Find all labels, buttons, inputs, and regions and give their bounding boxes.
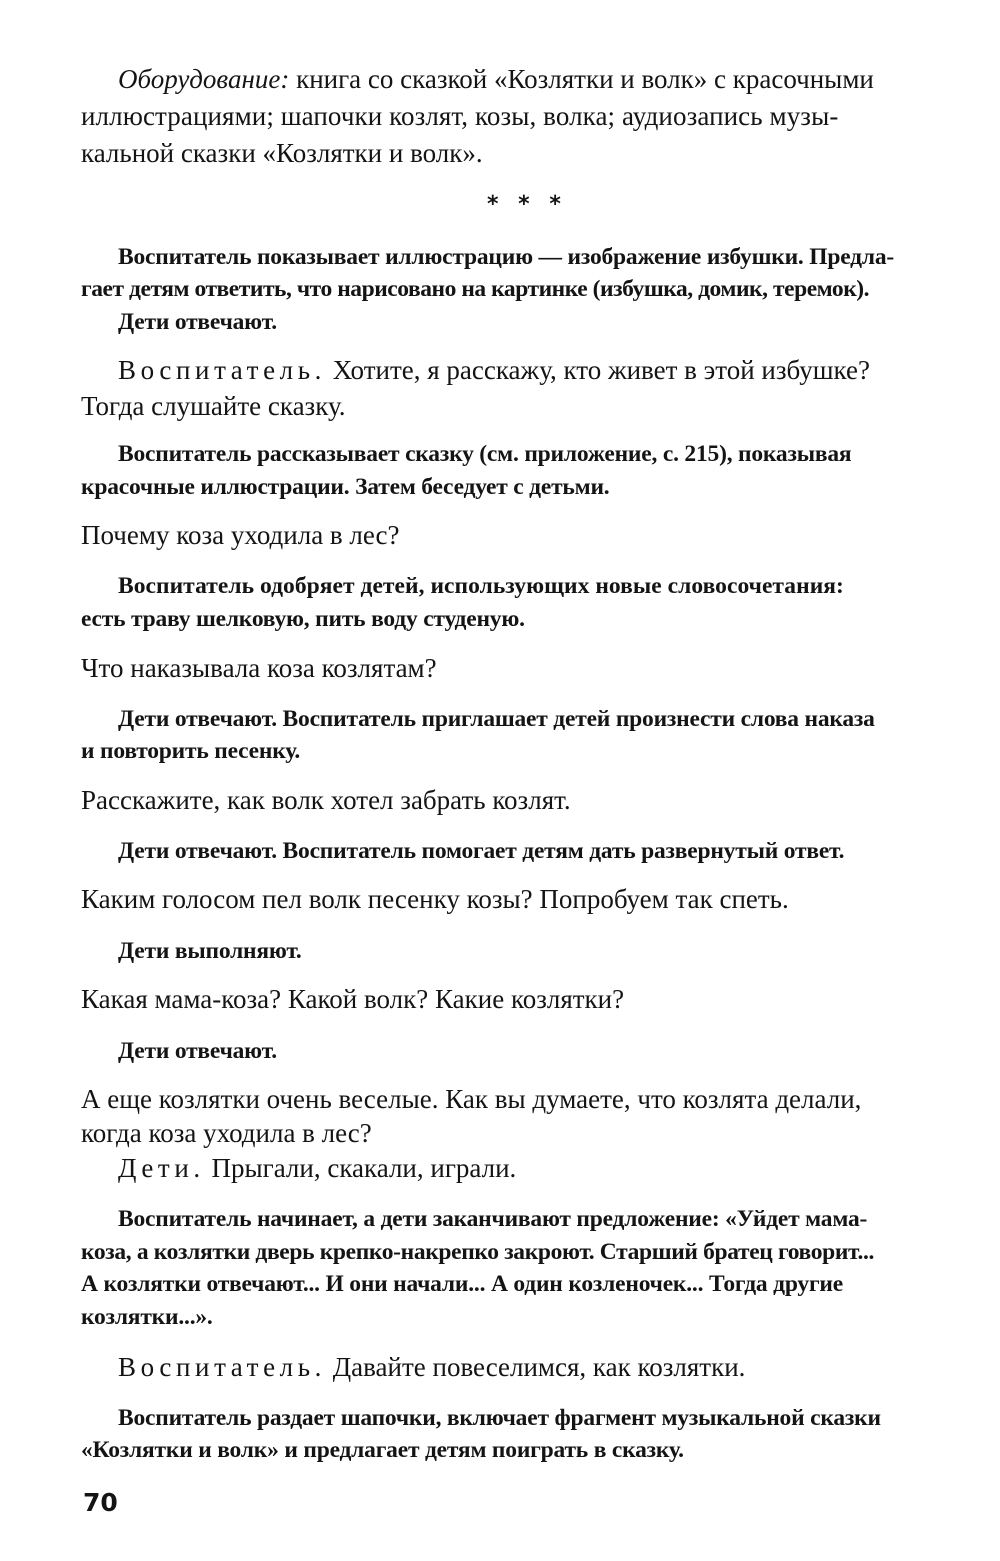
question-5: Какая мама-коза? Какой волк? Какие козлятки? [81,984,625,1014]
page-number: 70 [83,1488,118,1517]
section-separator: * * * [487,192,567,217]
p1-line-1: Воспитатель показывает иллюстрацию — изображение избушки. Предла- [118,244,894,270]
equipment-text-1: книга со сказкой «Козлятки и волк» с красочными [289,64,874,94]
speech2-line [118,1151,1000,1185]
speech1-line-2: Тогда слушайте сказку. [81,391,346,421]
p5: Дети отвечают. Воспитатель помогает детям дать развернутый ответ. [118,838,845,864]
speech3-line [118,1350,1000,1384]
equipment-label: Оборудование: [118,64,290,94]
p4-line-2: и повторить песенку. [81,738,301,764]
question-1: Почему коза уходила в лес? [81,520,400,550]
speech2-speaker: Дети. [118,1153,205,1183]
p2-line-1: Воспитатель рассказывает сказку (см. приложение, с. 215), показывая [118,441,852,467]
p9-line-1: Воспитатель раздает шапочки, включает фрагмент музыкальной сказки [118,1405,881,1431]
speech3-text: Давайте повеселимся, как козлятки. [326,1352,746,1382]
equipment-line-2: иллюстрациями; шапочки козлят, козы, волка; аудиозапись музы- [81,101,839,131]
p2-line-2: красочные иллюстрации. Затем беседует с детьми. [81,474,610,500]
question-3: Расскажите, как волк хотел забрать козлят. [81,785,571,815]
p3-line-2: есть траву шелковую, пить воду студеную. [81,606,525,632]
p8-line-3: А козлятки отвечают... И они начали... А один козленочек... Тогда другие [81,1271,843,1297]
equipment-line-3: кальной сказки «Козлятки и волк». [81,138,483,168]
p1-line-3: Дети отвечают. [118,309,277,335]
p6: Дети выполняют. [118,938,302,964]
question-2: Что наказывала коза козлятам? [81,653,437,683]
question-6-line-1: А еще козлятки очень веселые. Как вы думаете, что козлята делали, [81,1084,862,1114]
speech1-speaker: Воспитатель. [118,355,326,385]
p8-line-2: коза, а козлятки дверь крепко-накрепко закроют. Старший братец говорит... [81,1239,875,1265]
speech3-speaker: Воспитатель. [118,1352,326,1382]
p7: Дети отвечают. [118,1038,277,1064]
speech1-text-1: Хотите, я расскажу, кто живет в этой избушке? [326,355,870,385]
p1-line-2: гает детям ответить, что нарисовано на картинке (избушка, домик, теремок). [81,276,870,302]
question-4: Каким голосом пел волк песенку козы? Попробуем так спеть. [81,884,789,914]
speech1-line-1 [118,353,1000,387]
equipment-line-1 [118,62,1000,96]
p9-line-2: «Козлятки и волк» и предлагает детям поиграть в сказку. [81,1437,684,1463]
p8-line-4: козлятки...». [81,1304,213,1330]
speech2-text: Прыгали, скакали, играли. [204,1153,517,1183]
p4-line-1: Дети отвечают. Воспитатель приглашает детей произнести слова наказа [118,706,875,732]
question-6-line-2: когда коза уходила в лес? [81,1118,372,1148]
p3-line-1: Воспитатель одобряет детей, использующих новые словосочетания: [118,573,844,599]
p8-line-1: Воспитатель начинает, а дети заканчивают предложение: «Уйдет мама- [118,1206,868,1232]
